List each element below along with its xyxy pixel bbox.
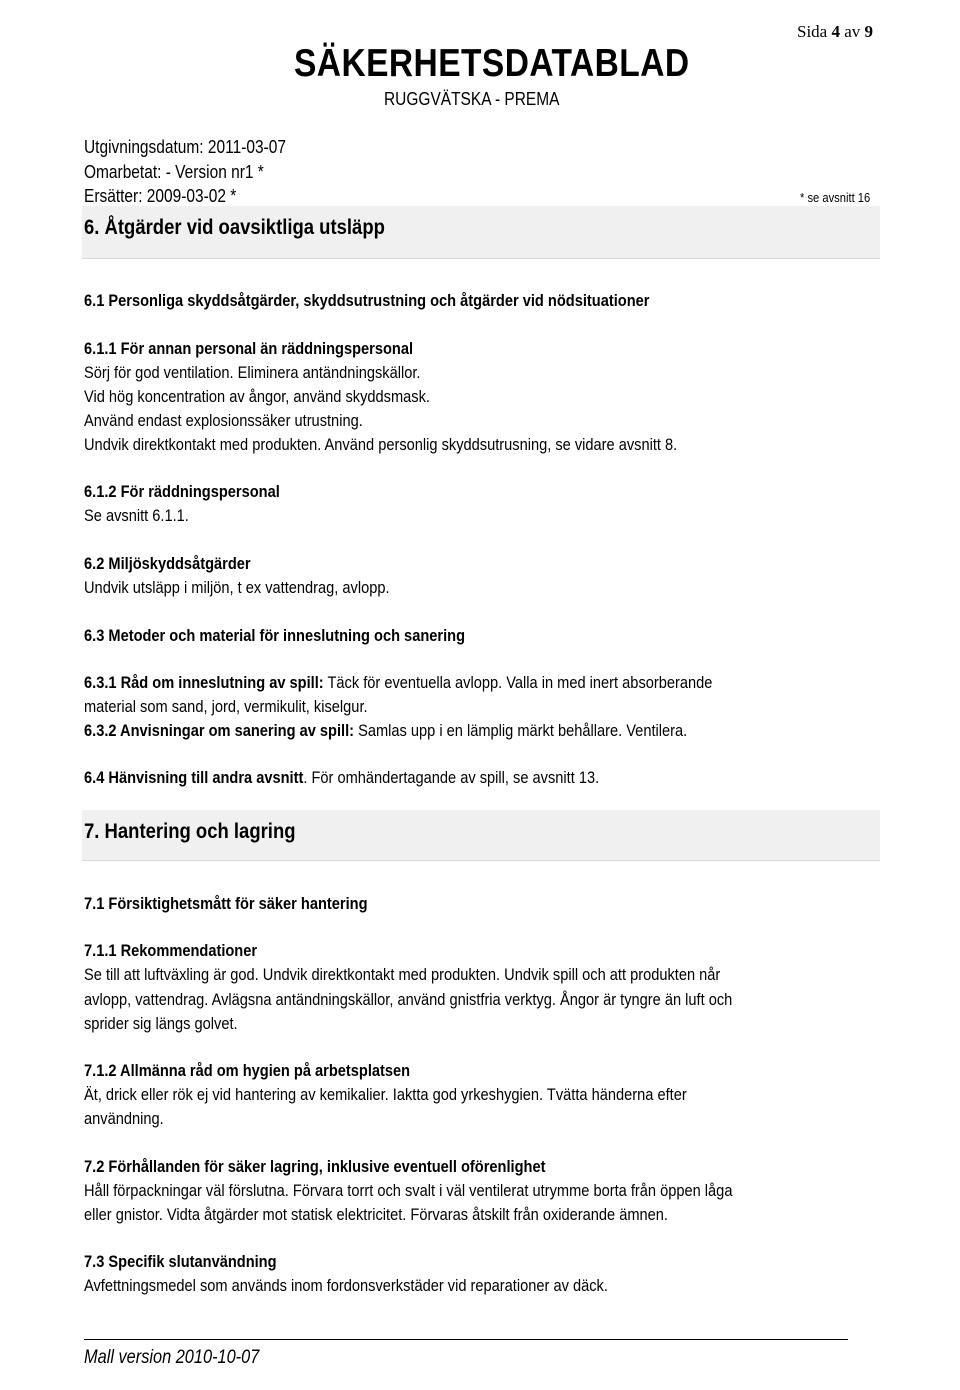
text-6-1-1-line-2: Vid hög koncentration av ångor, använd skyddsmask. <box>84 387 430 406</box>
text-6-2: Undvik utsläpp i miljön, t ex vattendrag, avlopp. <box>84 578 390 597</box>
template-version: Mall version 2010-10-07 <box>84 1347 260 1368</box>
text-7-2-line-1: Håll förpackningar väl förslutna. Förvara torrt och svalt i väl ventilerat utrymme borta från öppen låga <box>84 1181 733 1200</box>
revision-info: Omarbetat: - Version nr1 * <box>84 162 264 182</box>
text-7-1-1-line-3: sprider sig längs golvet. <box>84 1014 238 1033</box>
text-7-1-2-line-2: användning. <box>84 1109 164 1128</box>
text-6-3-2-body: Samlas upp i en lämplig märkt behållare. Ventilera. <box>354 721 688 740</box>
heading-7-1: 7.1 Försiktighetsmått för säker hantering <box>84 894 368 913</box>
text-7-1-2-line-1: Ät, drick eller rök ej vid hantering av kemikalier. Iaktta god yrkeshygien. Tvätta händerna efter <box>84 1085 687 1104</box>
section-6-heading <box>82 206 880 259</box>
heading-6-1: 6.1 Personliga skyddsåtgärder, skyddsutrustning och åtgärder vid nödsituationer <box>84 291 650 310</box>
footer-divider <box>84 1339 848 1340</box>
text-6-1-1-line-4: Undvik direktkontakt med produkten. Använd personlig skyddsutrusning, se vidare avsnitt 8. <box>84 435 678 454</box>
product-name: RUGGVÄTSKA - PREMA <box>384 89 560 109</box>
text-7-3: Avfettningsmedel som används inom fordonsverkstäder vid reparationer av däck. <box>84 1276 608 1295</box>
issue-date: Utgivningsdatum: 2011-03-07 <box>84 137 286 157</box>
heading-7-1-1: 7.1.1 Rekommendationer <box>84 941 258 960</box>
section-7-heading <box>82 810 880 861</box>
text-6-1-1-line-1: Sörj för god ventilation. Eliminera antändningskällor. <box>84 363 421 382</box>
text-6-3-1 <box>84 671 849 696</box>
section-7-title: 7. Hantering och lagring <box>84 820 296 843</box>
heading-6-3-2: 6.3.2 Anvisningar om sanering av spill: <box>84 721 355 740</box>
text-6-3-1-b: material som sand, jord, vermikulit, kiselgur. <box>84 697 368 716</box>
document-title: SÄKERHETSDATABLAD <box>294 42 690 85</box>
text-6-4 <box>84 766 849 791</box>
see-section-note: * se avsnitt 16 <box>800 190 871 205</box>
text-7-2-line-2: eller gnistor. Vidta åtgärder mot statisk elektricitet. Förvaras åtskilt från oxiderande ämnen. <box>84 1205 668 1224</box>
page-total: 9 <box>864 22 874 41</box>
page-of: av <box>844 22 861 41</box>
text-7-1-1-line-2: avlopp, vattendrag. Avlägsna antändningskällor, använd gnistfria verktyg. Ångor är tyngre än luft och <box>84 990 733 1009</box>
text-6-3-1-a: Täck för eventuella avlopp. Valla in med inert absorberande <box>323 673 713 692</box>
text-6-3-2 <box>84 719 849 744</box>
text-6-1-2: Se avsnitt 6.1.1. <box>84 506 189 525</box>
heading-7-2: 7.2 Förhållanden för säker lagring, inklusive eventuell oförenlighet <box>84 1157 546 1176</box>
heading-6-3-1: 6.3.1 Råd om inneslutning av spill: <box>84 673 324 692</box>
page-label: Sida <box>797 22 828 41</box>
heading-6-4: 6.4 Hänvisning till andra avsnitt <box>84 768 304 787</box>
page-current: 4 <box>831 22 840 41</box>
text-6-4-body: . För omhändertagande av spill, se avsnitt 13. <box>303 768 600 787</box>
heading-6-1-1: 6.1.1 För annan personal än räddningspersonal <box>84 339 414 358</box>
heading-7-3: 7.3 Specifik slutanvändning <box>84 1252 277 1271</box>
replaces-date: Ersätter: 2009-03-02 * <box>84 186 237 206</box>
section-6-title: 6. Åtgärder vid oavsiktliga utsläpp <box>84 216 385 239</box>
text-6-1-1-line-3: Använd endast explosionssäker utrustning. <box>84 411 363 430</box>
heading-7-1-2: 7.1.2 Allmänna råd om hygien på arbetsplatsen <box>84 1061 411 1080</box>
heading-6-1-2: 6.1.2 För räddningspersonal <box>84 482 280 501</box>
heading-6-3: 6.3 Metoder och material för inneslutning och sanering <box>84 626 466 645</box>
page-number <box>797 22 873 42</box>
heading-6-2: 6.2 Miljöskyddsåtgärder <box>84 554 251 573</box>
text-7-1-1-line-1: Se till att luftväxling är god. Undvik direktkontakt med produkten. Undvik spill och att produkten når <box>84 965 721 984</box>
